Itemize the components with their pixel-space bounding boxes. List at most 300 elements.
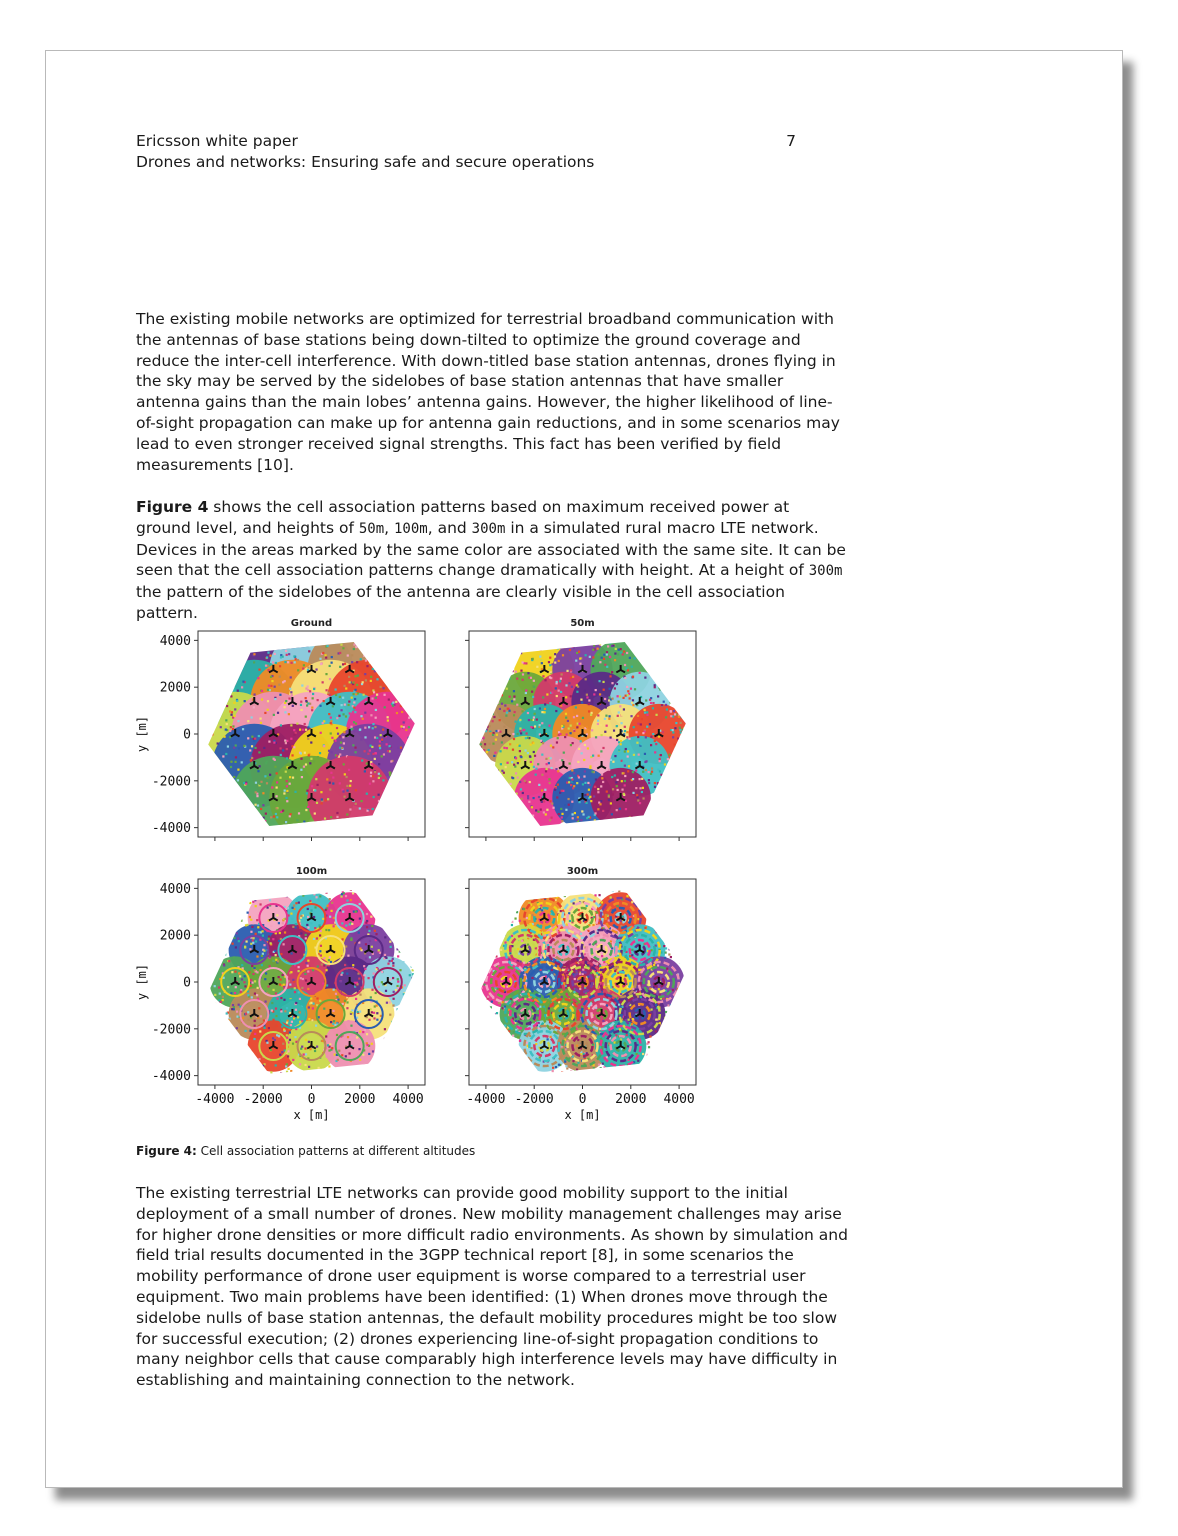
scatter-point [642, 771, 644, 773]
scatter-point [530, 761, 532, 763]
scatter-point [597, 808, 599, 810]
scatter-point [568, 804, 570, 806]
scatter-point [340, 974, 342, 976]
scatter-point [369, 783, 371, 785]
scatter-point [354, 698, 356, 700]
scatter-point [280, 754, 282, 756]
scatter-point [637, 736, 639, 738]
scatter-point [277, 960, 279, 962]
scatter-point [325, 689, 327, 691]
scatter-point [309, 762, 311, 764]
scatter-point [532, 658, 534, 660]
scatter-point [572, 742, 574, 744]
scatter-point [554, 661, 556, 663]
scatter-point [583, 975, 585, 977]
scatter-point [325, 909, 327, 911]
scatter-point [344, 663, 346, 665]
scatter-point [627, 1045, 629, 1047]
scatter-point [581, 778, 583, 780]
scatter-point [535, 809, 537, 811]
scatter-point [323, 700, 325, 702]
scatter-point [273, 758, 275, 760]
scatter-point [543, 800, 545, 802]
scatter-point [297, 764, 299, 766]
scatter-point [366, 1033, 368, 1035]
scatter-point [353, 910, 355, 912]
scatter-point [560, 678, 562, 680]
figure-4 [135, 618, 706, 1122]
scatter-point [326, 778, 328, 780]
scatter-point [356, 661, 358, 663]
scatter-point [296, 819, 298, 821]
scatter-point [299, 998, 301, 1000]
scatter-point [365, 922, 367, 924]
scatter-point [244, 985, 246, 987]
scatter-point [317, 898, 319, 900]
scatter-point [654, 782, 656, 784]
scatter-point [549, 657, 551, 659]
scatter-point [284, 789, 286, 791]
scatter-point [642, 797, 644, 799]
scatter-point [260, 1015, 262, 1017]
scatter-point [545, 813, 547, 815]
scatter-point [365, 659, 367, 661]
scatter-point [542, 696, 544, 698]
scatter-point [351, 728, 353, 730]
scatter-point [354, 711, 356, 713]
scatter-point [291, 1021, 293, 1023]
scatter-point [270, 816, 272, 818]
scatter-point [247, 737, 249, 739]
scatter-point [635, 787, 637, 789]
scatter-point [649, 723, 651, 725]
scatter-point [652, 733, 654, 735]
scatter-point [319, 895, 321, 897]
scatter-point [519, 750, 521, 752]
scatter-point [275, 954, 277, 956]
scatter-point [652, 707, 654, 709]
scatter-point [595, 689, 597, 691]
y-tick-label: 0 [183, 975, 191, 991]
scatter-point [291, 754, 293, 756]
scatter-point [597, 720, 599, 722]
scatter-point [545, 770, 547, 772]
scatter-point [341, 972, 343, 974]
scatter-point [489, 732, 491, 734]
scatter-point [351, 661, 353, 663]
scatter-point [285, 821, 287, 823]
scatter-point [606, 651, 608, 653]
scatter-point [364, 968, 366, 970]
scatter-point [534, 755, 536, 757]
scatter-point [384, 954, 386, 956]
scatter-point [608, 919, 610, 921]
scatter-point [582, 717, 584, 719]
scatter-point [340, 644, 342, 646]
scatter-point [527, 944, 529, 946]
scatter-point [267, 689, 269, 691]
scatter-point [241, 761, 243, 763]
scatter-point [217, 742, 219, 744]
scatter-point [286, 748, 288, 750]
scatter-point [338, 715, 340, 717]
scatter-point [320, 954, 322, 956]
scatter-point [601, 657, 603, 659]
scatter-point [249, 916, 251, 918]
scatter-point [250, 759, 252, 761]
scatter-point [336, 717, 338, 719]
scatter-point [667, 758, 669, 760]
scatter-point [339, 652, 341, 654]
scatter-point [572, 1060, 574, 1062]
scatter-point [279, 983, 281, 985]
scatter-point [306, 704, 308, 706]
scatter-point [317, 965, 319, 967]
scatter-point [489, 743, 491, 745]
scatter-point [655, 1030, 657, 1032]
scatter-point [658, 735, 660, 737]
scatter-point [549, 782, 551, 784]
scatter-point [262, 804, 264, 806]
scatter-point [359, 1059, 361, 1061]
scatter-point [294, 791, 296, 793]
scatter-point [302, 667, 304, 669]
scatter-point [642, 787, 644, 789]
scatter-point [331, 662, 333, 664]
scatter-point [672, 731, 674, 733]
scatter-point [371, 1011, 373, 1013]
scatter-point [289, 815, 291, 817]
scatter-point [570, 732, 572, 734]
scatter-point [604, 664, 606, 666]
scatter-point [397, 747, 399, 749]
scatter-point [351, 923, 353, 925]
scatter-point [290, 1024, 292, 1026]
scatter-point [499, 750, 501, 752]
scatter-point [289, 688, 291, 690]
scatter-point [302, 729, 304, 731]
scatter-point [247, 1011, 249, 1013]
scatter-point [290, 971, 292, 973]
scatter-point [298, 902, 300, 904]
scatter-point [263, 1019, 265, 1021]
scatter-point [301, 987, 303, 989]
scatter-point [320, 732, 322, 734]
scatter-point [512, 749, 514, 751]
scatter-point [561, 790, 563, 792]
scatter-point [375, 717, 377, 719]
scatter-point [645, 699, 647, 701]
scatter-point [311, 706, 313, 708]
scatter-point [582, 813, 584, 815]
scatter-point [333, 988, 335, 990]
scatter-point [376, 694, 378, 696]
scatter-point [586, 905, 588, 907]
scatter-point [242, 1017, 244, 1019]
scatter-point [223, 736, 225, 738]
scatter-point [640, 743, 642, 745]
scatter-point [632, 676, 634, 678]
scatter-point [275, 1064, 277, 1066]
scatter-point [274, 766, 276, 768]
scatter-point [272, 1037, 274, 1039]
scatter-point [315, 896, 317, 898]
scatter-point [577, 751, 579, 753]
scatter-point [321, 963, 323, 965]
scatter-point [264, 1000, 266, 1002]
scatter-point [595, 778, 597, 780]
scatter-point [266, 656, 268, 658]
scatter-point [506, 712, 508, 714]
scatter-point [531, 977, 533, 979]
scatter-point [250, 979, 252, 981]
scatter-point [530, 719, 532, 721]
scatter-point [251, 926, 253, 928]
scatter-point [592, 771, 594, 773]
scatter-point [225, 729, 227, 731]
scatter-point [369, 956, 371, 958]
scatter-point [602, 681, 604, 683]
scatter-point [253, 693, 255, 695]
scatter-point [266, 782, 268, 784]
scatter-point [345, 687, 347, 689]
scatter-point [508, 958, 510, 960]
scatter-point [624, 780, 626, 782]
scatter-point [578, 723, 580, 725]
scatter-point [620, 743, 622, 745]
scatter-point [606, 1034, 608, 1036]
scatter-point [347, 1020, 349, 1022]
scatter-point [346, 1007, 348, 1009]
scatter-point [505, 715, 507, 717]
scatter-point [364, 673, 366, 675]
scatter-point [288, 713, 290, 715]
scatter-point [374, 726, 376, 728]
scatter-point [278, 976, 280, 978]
scatter-point [290, 662, 292, 664]
scatter-point [629, 916, 631, 918]
y-tick-label: -4000 [151, 1069, 191, 1085]
scatter-point [546, 776, 548, 778]
scatter-point [267, 709, 269, 711]
scatter-point [310, 998, 312, 1000]
scatter-point [672, 729, 674, 731]
scatter-point [498, 1002, 500, 1004]
scatter-point [599, 661, 601, 663]
scatter-point [370, 714, 372, 716]
scatter-point [675, 722, 677, 724]
scatter-point [618, 1004, 620, 1006]
scatter-point [665, 704, 667, 706]
scatter-point [274, 698, 276, 700]
scatter-point [550, 757, 552, 759]
scatter-point [285, 1065, 287, 1067]
scatter-point [620, 993, 622, 995]
scatter-point [608, 718, 610, 720]
scatter-point [653, 964, 655, 966]
scatter-point [639, 672, 641, 674]
scatter-point [626, 1034, 628, 1036]
scatter-point [370, 916, 372, 918]
scatter-point [243, 981, 245, 983]
scatter-point [503, 772, 505, 774]
scatter-point [332, 776, 334, 778]
scatter-point [331, 737, 333, 739]
scatter-point [279, 932, 281, 934]
scatter-point [501, 1007, 503, 1009]
scatter-point [670, 956, 672, 958]
scatter-point [381, 739, 383, 741]
scatter-point [628, 1019, 630, 1021]
scatter-point [344, 1000, 346, 1002]
scatter-point [641, 791, 643, 793]
scatter-point [274, 950, 276, 952]
scatter-point [575, 970, 577, 972]
scatter-point [480, 743, 482, 745]
scatter-point [242, 728, 244, 730]
scatter-point [580, 740, 582, 742]
scatter-point [597, 788, 599, 790]
scatter-point [262, 953, 264, 955]
scatter-point [680, 722, 682, 724]
scatter-point [598, 680, 600, 682]
scatter-point [600, 1023, 602, 1025]
scatter-point [349, 681, 351, 683]
scatter-point [330, 716, 332, 718]
scatter-point [384, 936, 386, 938]
scatter-point [316, 802, 318, 804]
scatter-point [644, 927, 646, 929]
scatter-point [566, 733, 568, 735]
scatter-point [589, 784, 591, 786]
scatter-point [307, 988, 309, 990]
scatter-point [527, 797, 529, 799]
scatter-point [517, 762, 519, 764]
scatter-point [576, 726, 578, 728]
scatter-point [624, 784, 626, 786]
scatter-point [388, 698, 390, 700]
scatter-point [573, 902, 575, 904]
scatter-point [376, 1019, 378, 1021]
scatter-point [263, 755, 265, 757]
scatter-point [327, 1044, 329, 1046]
scatter-point [290, 691, 292, 693]
scatter-point [319, 950, 321, 952]
scatter-point [337, 733, 339, 735]
scatter-point [370, 680, 372, 682]
scatter-point [364, 750, 366, 752]
scatter-point [308, 1066, 310, 1068]
scatter-point [269, 655, 271, 657]
scatter-point [635, 769, 637, 771]
scatter-point [253, 706, 255, 708]
scatter-point [300, 915, 302, 917]
scatter-point [299, 1021, 301, 1023]
scatter-point [366, 793, 368, 795]
scatter-point [374, 736, 376, 738]
scatter-point [665, 947, 667, 949]
scatter-point [678, 716, 680, 718]
scatter-point [331, 902, 333, 904]
scatter-point [269, 899, 271, 901]
scatter-point [616, 809, 618, 811]
scatter-point [588, 816, 590, 818]
scatter-point [674, 727, 676, 729]
scatter-point [550, 986, 552, 988]
scatter-point [600, 724, 602, 726]
scatter-point [305, 716, 307, 718]
scatter-point [304, 723, 306, 725]
scatter-point [346, 789, 348, 791]
scatter-point [332, 782, 334, 784]
scatter-point [284, 739, 286, 741]
scatter-point [538, 784, 540, 786]
scatter-point [623, 708, 625, 710]
scatter-point [632, 923, 634, 925]
scatter-point [366, 913, 368, 915]
figure-4-plots [135, 618, 706, 1122]
scatter-point [562, 654, 564, 656]
scatter-point [345, 924, 347, 926]
scatter-point [614, 774, 616, 776]
scatter-point [258, 931, 260, 933]
scatter-point [612, 793, 614, 795]
scatter-point [550, 767, 552, 769]
scatter-point [284, 931, 286, 933]
scatter-point [538, 796, 540, 798]
scatter-point [611, 776, 613, 778]
scatter-point [601, 901, 603, 903]
scatter-point [258, 735, 260, 737]
scatter-point [363, 694, 365, 696]
scatter-point [556, 695, 558, 697]
scatter-point [654, 686, 656, 688]
scatter-point [659, 760, 661, 762]
scatter-point [584, 782, 586, 784]
scatter-point [277, 774, 279, 776]
scatter-point [306, 790, 308, 792]
scatter-point [268, 938, 270, 940]
scatter-point [544, 703, 546, 705]
scatter-point [646, 726, 648, 728]
scatter-point [579, 663, 581, 665]
scatter-point [263, 944, 265, 946]
scatter-point [517, 1036, 519, 1038]
scatter-point [368, 930, 370, 932]
scatter-point [596, 976, 598, 978]
scatter-point [505, 766, 507, 768]
scatter-point [641, 718, 643, 720]
scatter-point [521, 940, 523, 942]
scatter-point [267, 669, 269, 671]
scatter-point [615, 781, 617, 783]
scatter-point [555, 787, 557, 789]
scatter-point [236, 700, 238, 702]
scatter-point [378, 763, 380, 765]
scatter-point [282, 1043, 284, 1045]
scatter-point [659, 770, 661, 772]
scatter-point [359, 728, 361, 730]
scatter-point [314, 927, 316, 929]
scatter-point [309, 900, 311, 902]
scatter-point [556, 681, 558, 683]
scatter-point [495, 730, 497, 732]
y-tick-label: -2000 [151, 1022, 191, 1038]
scatter-point [234, 761, 236, 763]
scatter-point [370, 676, 372, 678]
scatter-point [293, 729, 295, 731]
scatter-point [367, 977, 369, 979]
